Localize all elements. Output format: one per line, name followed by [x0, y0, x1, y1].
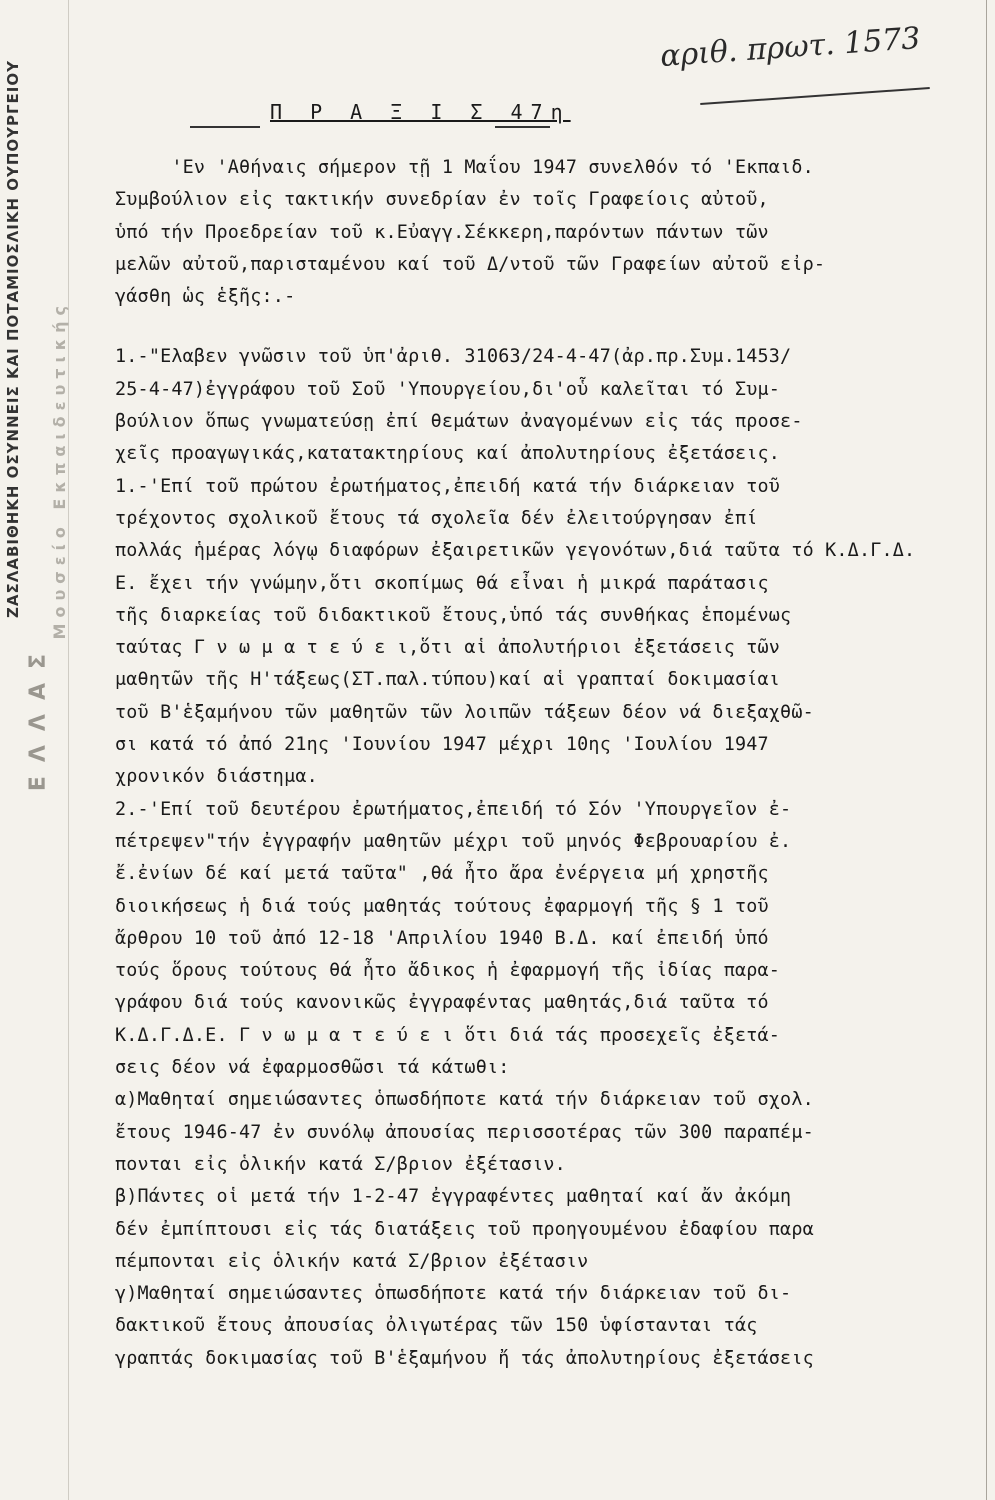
text-line: χεῖς προαγωγικάς,κατατακτηρίους καί ἀπολυτηρίους ἐξετάσεις.: [115, 443, 781, 465]
faint-margin-stamp: ΕΛΛΑΣ: [26, 640, 51, 792]
text-line: 1.-"Ελαβεν γνῶσιν τοῦ ὑπ'ἀριθ. 31063/24-4-47(ἀρ.πρ.Συμ.1453/: [115, 346, 792, 368]
text-line: τρέχοντος σχολικοῦ ἔτους τά σχολεῖα δέν ἐλειτούργησαν ἐπί: [115, 507, 758, 529]
text-line: Συμβούλιον εἰς τακτικήν συνεδρίαν ἐν τοῖς Γραφείοις αὐτοῦ,: [115, 189, 769, 211]
text-line: δακτικοῦ ἔτους ἀπουσίας ὀλιγωτέρας τῶν 150 ὑφίστανται τάς: [115, 1315, 758, 1337]
text-line: τούς ὅρους τούτους θά ἦτο ἄδικος ἡ ἐφαρμογή τῆς ἰδίας παρα-: [115, 960, 781, 982]
text-line: ὑπό τήν Προεδρείαν τοῦ κ.Εὐαγγ.Σέκκερη,παρόντων πάντων τῶν: [115, 221, 769, 243]
text-line: διοικήσεως ἡ διά τούς μαθητάς τούτους ἐφαρμογή τῆς § 1 τοῦ: [115, 895, 769, 917]
title-dash-right: [495, 126, 550, 128]
text-line: σι κατά τό ἀπό 21ης 'Ιουνίου 1947 μέχρι 10ης 'Ιουλίου 1947: [115, 734, 769, 756]
text-line: 'Εν 'Αθήναις σήμερον τῇ 1 Μαΐου 1947 συνελθόν τό 'Εκπαιδ.: [115, 157, 814, 178]
text-line: χρονικόν διάστημα.: [115, 766, 318, 788]
handwritten-reference-number: αριθ. πρωτ. 1573: [659, 20, 922, 75]
text-line: γραπτάς δοκιμασίας τοῦ Β'ἑξαμήνου ἤ τάς ἀπολυτηρίους ἐξετάσεις: [115, 1347, 814, 1369]
text-line: 2.-'Επί τοῦ δευτέρου ἐρωτήματος,ἐπειδή τό Σόν 'Υπουργεῖον ἐ-: [115, 798, 792, 820]
text-line: τῆς διαρκείας τοῦ διδακτικοῦ ἔτους,ὑπό τάς συνθήκας ἑπομένως: [115, 604, 792, 626]
text-line: δέν ἐμπίπτουσι εἰς τάς διατάξεις τοῦ προηγουμένου ἐδαφίου παρα: [115, 1218, 814, 1240]
text-line: μαθητῶν τῆς Η'τάξεως(ΣΤ.παλ.τύπου)καί αἱ γραπταί δοκιμασίαι: [115, 669, 781, 691]
archive-stamp: ΖΑΣΛΑΒΙΘΗΚΗ ΟΣΥΝΝΕΙΣ ΚΑΙ ΠΟΤΑΜΙΟΣΛΙΚΗ ΟΥΠΟΥΡΓΕΙΟΥ: [4, 60, 22, 618]
document-body: [115, 152, 935, 1375]
text-line: πολλάς ἡμέρας λόγῳ διαφόρων ἐξαιρετικῶν γεγονότων,διά ταῦτα τό Κ.Δ.Γ.Δ.: [115, 540, 916, 562]
text-line: 25-4-47)ἐγγράφου τοῦ Σοῦ 'Υπουργείου,δι'οὗ καλεῖται τό Συμ-: [115, 378, 781, 400]
archive-margin: [0, 0, 69, 1500]
page-edge: [986, 0, 987, 1500]
text-line: ἄρθρου 10 τοῦ ἀπό 12-18 'Απριλίου 1940 Β.Δ. καί ἐπειδή ὑπό: [115, 927, 769, 949]
title-dash-left: [190, 126, 260, 128]
text-line: Κ.Δ.Γ.Δ.Ε. Γ ν ω μ α τ ε ύ ε ι ὅτι διά τάς προσεχεῖς ἐξετά-: [115, 1024, 781, 1046]
text-line: πέμπονται εἰς ὁλικήν κατά Σ/βριον ἐξέτασιν: [115, 1250, 589, 1272]
text-line: α)Μαθηταί σημειώσαντες ὁπωσδήποτε κατά τήν διάρκειαν τοῦ σχολ.: [115, 1089, 814, 1111]
faint-margin-stamp-2: Μουσείο Εκπαιδευτικής: [50, 300, 69, 640]
text-line: ταύτας Γ ν ω μ α τ ε ύ ε ι,ὅτι αἱ ἀπολυτήριοι ἐξετάσεις τῶν: [115, 637, 781, 659]
text-line: πέτρεψεν"τήν ἐγγραφήν μαθητῶν μέχρι τοῦ μηνός Φεβρουαρίου ἐ.: [115, 830, 792, 852]
text-line: πονται εἰς ὁλικήν κατά Σ/βριον ἐξέτασιν.: [115, 1153, 566, 1175]
text-line: 1.-'Επί τοῦ πρώτου ἐρωτήματος,ἐπειδή κατά τήν διάρκειαν τοῦ: [115, 475, 781, 497]
document-title: Π Ρ Α Ξ Ι Σ 47η: [270, 100, 571, 124]
text-line: γράφου διά τούς κανονικῶς ἐγγραφέντας μαθητάς,διά ταῦτα τό: [115, 992, 769, 1014]
text-line: [115, 313, 935, 341]
text-line: μελῶν αὐτοῦ,παρισταμένου καί τοῦ Δ/ντοῦ τῶν Γραφείων αὐτοῦ εἰρ-: [115, 253, 826, 275]
handwritten-underline: [700, 87, 930, 105]
text-line: Ε. ἔχει τήν γνώμην,ὅτι σκοπίμως θά εἶναι ἡ μικρά παράτασις: [115, 572, 769, 594]
text-line: τοῦ Β'ἑξαμήνου τῶν μαθητῶν τῶν λοιπῶν τάξεων δέον νά διεξαχθῶ-: [115, 701, 814, 723]
text-line: ἔτους 1946-47 ἐν συνόλῳ ἀπουσίας περισσοτέρας τῶν 300 παραπέμ-: [115, 1121, 814, 1143]
text-line: γ)Μαθηταί σημειώσαντες ὁπωσδήποτε κατά τήν διάρκειαν τοῦ δι-: [115, 1283, 792, 1305]
text-line: ἔ.ἐνίων δέ καί μετά ταῦτα" ,θά ἦτο ἄρα ἐνέργεια μή χρηστῆς: [115, 863, 769, 885]
text-line: βούλιον ὅπως γνωματεύσῃ ἐπί θεμάτων ἀναγομένων εἰς τάς προσε-: [115, 411, 803, 433]
text-line: γάσθη ὡς ἑξῆς:.-: [115, 286, 296, 308]
text-line: β)Πάντες οἱ μετά τήν 1-2-47 ἐγγραφέντες μαθηταί καί ἄν ἀκόμη: [115, 1186, 792, 1208]
text-line: σεις δέον νά ἐφαρμοσθῶσι τά κάτωθι:: [115, 1057, 510, 1079]
